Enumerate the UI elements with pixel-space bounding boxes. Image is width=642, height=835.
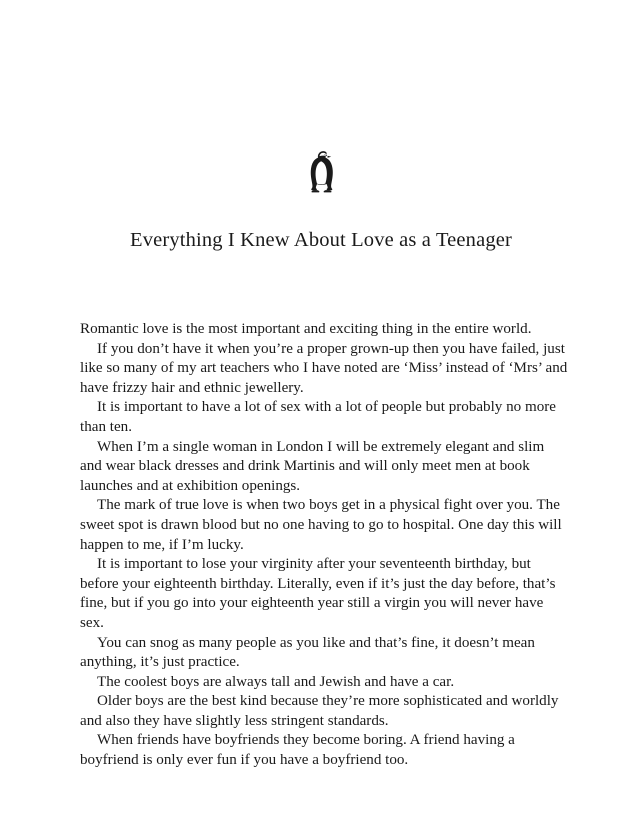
- body-paragraph: You can snog as many people as you like and that’s fine, it doesn’t mean anything, it’s just practice.: [80, 634, 535, 671]
- body-paragraph: It is important to lose your virginity after your seventeenth birthday, but before your eighteenth birthday. Literally, even if it’s just the day before, that’s fine, but if you go into your eighteenth year still a virgin you will never have sex.: [80, 556, 556, 631]
- body-paragraph: If you don’t have it when you’re a proper grown-up then you have failed, just like so many of my art teachers who I have noted are ‘Miss’ instead of ‘Mrs’ and have frizzy hair and ethnic jewellery.: [80, 340, 568, 396]
- body-paragraph: It is important to have a lot of sex with a lot of people but probably no more than ten.: [80, 399, 557, 435]
- publisher-colophon: [0, 150, 642, 194]
- body-paragraph: Older boys are the best kind because they’re more sophisticated and worldly and also they have slightly less stringent standards.: [80, 693, 559, 729]
- chapter-title: Everything I Knew About Love as a Teenager: [130, 229, 512, 251]
- chapter-body: [80, 320, 569, 771]
- body-paragraph: When friends have boyfriends they become boring. A friend having a boyfriend is only ever fun if you have a boyfriend too.: [80, 732, 515, 769]
- body-paragraph: When I’m a single woman in London I will be extremely elegant and slim and wear black dresses and drink Martinis and will only meet men at book launches and at exhibition openings.: [80, 438, 545, 494]
- body-paragraph: The coolest boys are always tall and Jewish and have a car.: [97, 673, 455, 690]
- body-paragraph: Romantic love is the most important and exciting thing in the entire world.: [80, 321, 532, 337]
- penguin-logo-icon: [304, 181, 338, 198]
- body-paragraph: The mark of true love is when two boys get in a physical fight over you. The sweet spot is drawn blood but no one having to go to hospital. One day this will happen to me, if I’m lucky.: [80, 497, 562, 553]
